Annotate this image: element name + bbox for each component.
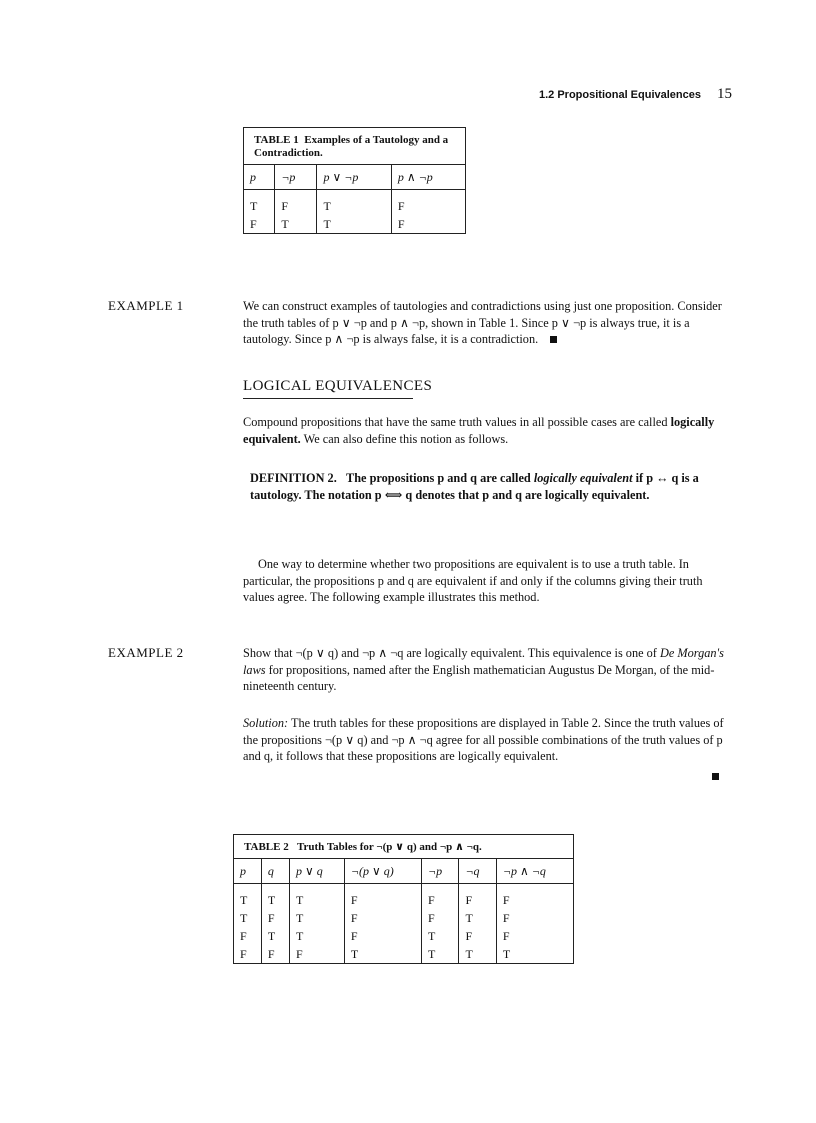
table-cell: T xyxy=(240,892,248,907)
table-cell: F xyxy=(496,884,573,910)
intro-text: Compound propositions that have the same truth values in all possible cases are called xyxy=(243,415,671,429)
table-header-cell: ¬p xyxy=(422,859,459,884)
table-1-caption-label: TABLE 1 xyxy=(254,134,299,146)
table-cell: F xyxy=(250,216,257,231)
table-row xyxy=(234,884,573,910)
table-cell: F xyxy=(459,927,496,945)
table-cell: T xyxy=(261,927,289,945)
table-row xyxy=(244,215,465,233)
definition-text: The propositions p and q are called xyxy=(346,471,534,485)
table-header-cell: ¬p ∧ ¬q xyxy=(496,859,573,884)
table-cell: T xyxy=(250,198,258,213)
table-cell: F xyxy=(261,945,289,963)
table-1-caption-text: Examples of a Tautology and a Contradiction. xyxy=(254,134,449,159)
table-cell: F xyxy=(344,884,421,910)
example-2-text xyxy=(243,645,728,695)
table-cell: F xyxy=(422,884,459,910)
method-paragraph xyxy=(243,556,728,606)
section-intro xyxy=(243,414,728,447)
table-cell: T xyxy=(289,884,344,910)
table-1-caption xyxy=(244,128,465,165)
table-row xyxy=(234,927,573,945)
table-header-row xyxy=(234,859,573,884)
intro-term: logically equivalent. xyxy=(243,415,715,446)
table-2 xyxy=(233,834,574,964)
table-1 xyxy=(243,127,466,234)
table-cell: T xyxy=(459,909,496,927)
table-cell: F xyxy=(261,909,289,927)
example-1-text xyxy=(243,298,728,348)
de-morgan-laws: De Morgan's laws xyxy=(243,646,724,677)
table-2-caption xyxy=(234,835,573,859)
definition-text-end: if p ↔ q is a tautology. The notation p ⟺ q denotes that p and q are logically equivalent. xyxy=(250,471,699,502)
table-cell: F xyxy=(240,928,247,943)
example-2-statement: Show that ¬(p ∨ q) and ¬p ∧ ¬q are logically equivalent. This equivalence is one of xyxy=(243,646,660,660)
table-cell: T xyxy=(317,215,391,233)
table-cell: F xyxy=(344,927,421,945)
table-header-cell: p xyxy=(234,859,261,884)
table-cell: F xyxy=(391,190,465,216)
page-number: 15 xyxy=(717,86,732,102)
intro-text-end: We can also define this notion as follows. xyxy=(300,431,509,446)
table-cell: T xyxy=(344,945,421,963)
table-cell: T xyxy=(275,215,317,233)
table-row xyxy=(234,909,573,927)
method-text: One way to determine whether two propositions are equivalent is to use a truth table. In particular, the propositions p and q are equivalent if and only if the columns giving their truth values agree. The following example illustrates this method. xyxy=(243,557,703,604)
table-cell: T xyxy=(289,909,344,927)
table-cell: T xyxy=(422,945,459,963)
solution-text: The truth tables for these propositions are displayed in Table 2. Since the truth values of the propositions ¬(p ∨ q) and ¬p ∧ ¬q agree for all possible combinations of the truth values of p and q, it follows that these propositions are logically equivalent. xyxy=(243,716,724,763)
table-header-cell: p ∨ ¬p xyxy=(317,165,391,190)
example-2-label: EXAMPLE 2 xyxy=(108,645,184,660)
table-header-cell: ¬(p ∨ q) xyxy=(344,859,421,884)
end-of-proof-icon xyxy=(712,767,719,785)
table-header-cell: ¬q xyxy=(459,859,496,884)
table-header-cell: p ∨ q xyxy=(289,859,344,884)
table-1-grid xyxy=(244,165,465,233)
definition-term: logically equivalent xyxy=(533,471,633,485)
table-row xyxy=(244,190,465,216)
example-2-solution xyxy=(243,715,728,765)
table-cell: F xyxy=(496,927,573,945)
table-cell: F xyxy=(496,909,573,927)
table-cell: F xyxy=(344,909,421,927)
table-cell: T xyxy=(261,884,289,910)
table-2-grid xyxy=(234,859,573,963)
table-cell: T xyxy=(317,190,391,216)
running-head xyxy=(539,86,732,103)
table-header-cell: p xyxy=(244,165,275,190)
table-cell: T xyxy=(496,945,573,963)
section-heading: LOGICAL EQUIVALENCES xyxy=(243,378,433,394)
table-header-cell: q xyxy=(261,859,289,884)
heading-rule xyxy=(243,398,413,399)
table-cell: T xyxy=(240,910,248,925)
table-cell: F xyxy=(459,884,496,910)
table-header-cell: p ∧ ¬p xyxy=(391,165,465,190)
table-cell: F xyxy=(275,190,317,216)
table-header-cell: ¬p xyxy=(275,165,317,190)
table-cell: T xyxy=(422,927,459,945)
table-row xyxy=(234,945,573,963)
solution-label: Solution: xyxy=(243,716,289,730)
definition-label: DEFINITION 2. xyxy=(250,471,337,485)
table-2-caption-text: Truth Tables for ¬(p ∨ q) and ¬p ∧ ¬q. xyxy=(296,841,482,853)
example-1-label: EXAMPLE 1 xyxy=(108,298,184,313)
table-cell: F xyxy=(422,909,459,927)
table-cell: T xyxy=(459,945,496,963)
table-header-row xyxy=(244,165,465,190)
definition-2 xyxy=(250,470,730,504)
end-of-proof-icon xyxy=(550,336,557,343)
table-cell: T xyxy=(289,927,344,945)
table-2-caption-label: TABLE 2 xyxy=(244,841,289,853)
table-cell: F xyxy=(391,215,465,233)
table-cell: F xyxy=(289,945,344,963)
table-cell: F xyxy=(240,946,247,961)
section-title: 1.2 Propositional Equivalences xyxy=(539,89,701,101)
example-1-body: We can construct examples of tautologies and contradictions using just one proposition. Consider the truth tables of p ∨ ¬p and p ∧ ¬p, shown in Table 1. Since p ∨ ¬p is always true, it is a tautology. Since p ∧ ¬p is always false, it is a contradiction. xyxy=(243,299,722,346)
example-2-statement-end: for propositions, named after the English mathematician Augustus De Morgan, of the mid-nineteenth century. xyxy=(243,662,715,693)
